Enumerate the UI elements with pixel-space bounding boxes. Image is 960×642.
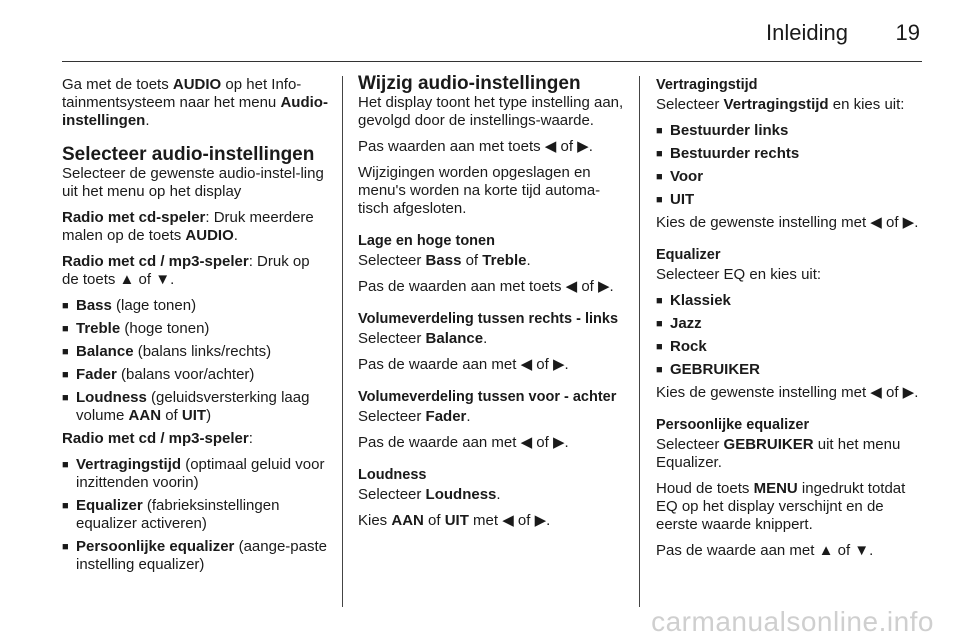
text: Houd de toets [656,480,754,497]
text: of [161,407,182,424]
list-item [62,297,330,315]
list-item [656,145,926,163]
paragraph [358,252,628,270]
bold-text: AAN [128,407,162,424]
bullet-icon: ■ [62,300,69,312]
text: of [423,512,445,529]
bold-text: Radio met cd / mp3-speler [62,430,249,447]
paragraph: Pas de waarde aan met ◀ of ▶. [358,356,569,373]
paragraph [656,436,926,472]
paragraph: Pas de waarde aan met ◀ of ▶. [358,434,569,451]
subheading: Equalizer [656,247,721,263]
bold-text: Treble [76,320,121,337]
paragraph [358,330,628,348]
text: of [461,252,483,269]
list-item [62,456,330,492]
text: ) [206,407,212,424]
bold-text: Bass [76,297,112,314]
page-title: Inleiding [766,20,848,45]
intro-paragraph [62,76,330,130]
delay-options-list [656,122,926,209]
paragraph [656,480,926,534]
bold-text: Bestuurder rechts [670,145,800,162]
text: : Druk op de toets ▲ of ▼. [62,253,310,288]
bullet-icon: ■ [62,392,69,404]
bold-text: Fader [425,408,467,425]
subheading: Vertragingstijd [656,77,758,93]
bullet-icon: ■ [656,194,663,206]
cd-paragraph [62,209,330,245]
bold-text: Voor [670,168,704,185]
bold-text: GEBRUIKER [670,361,761,378]
text: (balans links/rechts) [133,343,272,360]
subheading: Volumeverdeling tussen voor - achter [358,389,617,405]
paragraph [358,486,628,504]
bullet-icon: ■ [62,541,69,553]
text: en kies uit: [828,96,905,113]
bold-text: AUDIO [185,227,234,244]
page-number: 19 [895,20,920,45]
bullet-icon: ■ [656,171,663,183]
text: uit het menu Equalizer. [656,436,901,471]
list-item [656,122,926,140]
text: Selecteer [358,486,426,503]
column-1 [62,76,330,579]
mp3-paragraph-2 [62,430,330,448]
bold-text: GEBRUIKER [723,436,814,453]
list-item [656,338,926,356]
text: : [248,430,253,447]
bullet-icon: ■ [62,323,69,335]
text: Ga met de toets [62,76,173,93]
text: (geluidsversterking laag volume [76,389,310,424]
bold-text: Loudness [425,486,497,503]
column-3 [656,76,926,568]
list-item [62,389,330,425]
paragraph: Wijzigingen worden opgeslagen en menu's worden na korte tijd automa-tisch afgesloten. [358,164,601,217]
bold-text: Bestuurder links [670,122,789,139]
list-item [62,366,330,384]
paragraph: Kies de gewenste instelling met ◀ of ▶. [656,384,919,401]
list-item [62,538,330,574]
bullet-icon: ■ [62,500,69,512]
page-header [0,0,960,62]
text: op het Info-tainmentsysteem naar het menu [62,76,302,111]
text: (fabrieksinstellingen equalizer activeren) [76,497,280,532]
bold-text: Radio met cd-speler [62,209,206,226]
paragraph: Het display toont het type instelling aan, gevolgd door de instellings-waarde. [358,94,624,129]
bullet-icon: ■ [62,459,69,471]
text: . [145,112,150,129]
mp3-options-list [62,456,330,574]
bullet-icon: ■ [62,369,69,381]
subheading: Loudness [358,467,427,483]
list-item [62,320,330,338]
text: (balans voor/achter) [116,366,255,383]
section-text: Selecteer de gewenste audio-instel-ling uit het menu op het display [62,165,324,200]
paragraph: Pas de waarden aan met toets ◀ of ▶. [358,278,614,295]
text: . [526,252,531,269]
bold-text: Balance [425,330,484,347]
bold-text: Loudness [76,389,147,406]
column-divider-1 [342,76,343,607]
paragraph: Kies de gewenste instelling met ◀ of ▶. [656,214,919,231]
text: Selecteer [358,408,426,425]
paragraph: Pas de waarde aan met ▲ of ▼. [656,542,874,559]
bold-text: Rock [670,338,707,355]
subheading: Lage en hoge tonen [358,233,495,249]
header-rule [62,61,922,62]
text: (lage tonen) [111,297,197,314]
subheading: Persoonlijke equalizer [656,417,810,433]
bold-text: UIT [444,512,469,529]
bullet-icon: ■ [656,148,663,160]
text: Selecteer [656,96,724,113]
column-2 [358,73,628,538]
paragraph [656,96,926,114]
list-item [62,497,330,533]
bold-text: Klassiek [670,292,731,309]
text: ingedrukt totdat EQ op het display verschijnt en de eerste waarde knippert. [656,480,906,533]
bullet-icon: ■ [656,318,663,330]
bold-text: Radio met cd / mp3-speler [62,253,249,270]
bold-text: UIT [670,191,695,208]
text: Selecteer [656,436,724,453]
paragraph [358,512,628,530]
text: Selecteer [358,252,426,269]
list-item [656,361,926,379]
list-item [656,191,926,209]
bold-text: UIT [181,407,207,424]
list-item [62,343,330,361]
bold-text: Jazz [670,315,702,332]
paragraph: Pas waarden aan met toets ◀ of ▶. [358,138,593,155]
text: . [496,486,501,503]
mp3-paragraph [62,253,330,289]
list-item [656,168,926,186]
bold-text: Treble [482,252,527,269]
bullet-icon: ■ [656,295,663,307]
equalizer-options-list [656,292,926,379]
text: (optimaal geluid voor inzittenden voorin) [76,456,325,491]
paragraph: Selecteer EQ en kies uit: [656,266,822,283]
bold-text: Audio-instellingen [62,94,328,129]
bold-text: Vertragingstijd [76,456,182,473]
watermark: carmanualsonline.info [651,606,934,637]
section-heading: Selecteer audio-instellingen [62,144,315,165]
bold-text: Persoonlijke equalizer [76,538,235,555]
bullet-icon: ■ [656,341,663,353]
text: Kies [358,512,392,529]
subheading: Volumeverdeling tussen rechts - links [358,311,619,327]
bullet-icon: ■ [62,346,69,358]
bold-text: Fader [76,366,117,383]
text: . [483,330,488,347]
bold-text: Vertragingstijd [723,96,829,113]
column-divider-2 [639,76,640,607]
bullet-icon: ■ [656,125,663,137]
bold-text: Equalizer [76,497,143,514]
text: . [233,227,238,244]
audio-options-list [62,297,330,425]
text: met ◀ of ▶. [468,512,551,529]
bold-text: MENU [753,480,798,497]
text: : Druk meerdere malen op de toets [62,209,314,244]
text: . [466,408,471,425]
list-item [656,315,926,333]
bold-text: AUDIO [172,76,222,93]
text: (hoge tonen) [120,320,210,337]
section-heading: Wijzig audio-instellingen [358,73,581,94]
paragraph [358,408,628,426]
bold-text: AAN [391,512,424,529]
bullet-icon: ■ [656,364,663,376]
text: Selecteer [358,330,426,347]
text: (aange-paste instelling equalizer) [76,538,327,573]
bold-text: Balance [76,343,134,360]
bold-text: Bass [425,252,462,269]
list-item [656,292,926,310]
